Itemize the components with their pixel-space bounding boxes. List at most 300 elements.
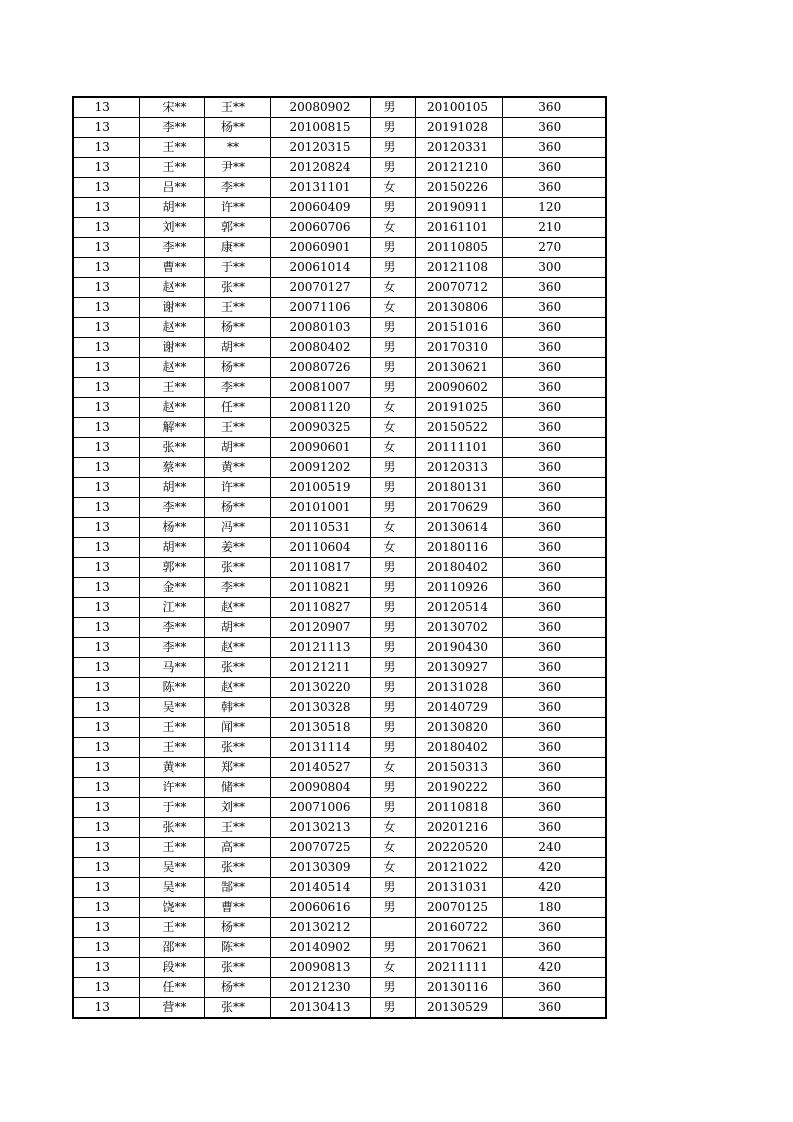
name-b-cell: 王** — [204, 418, 270, 438]
group-cell: 13 — [73, 418, 139, 438]
end-date-cell: 20100105 — [415, 97, 502, 118]
end-date-cell: 20150313 — [415, 758, 502, 778]
name-a-cell: 赵** — [139, 278, 204, 298]
name-a-cell: 于** — [139, 798, 204, 818]
name-b-cell: 杨** — [204, 358, 270, 378]
table-row — [73, 538, 606, 558]
end-date-cell: 20130621 — [415, 358, 502, 378]
name-a-cell: 饶** — [139, 898, 204, 918]
value-cell: 300 — [502, 258, 606, 278]
table-row — [73, 458, 606, 478]
group-cell: 13 — [73, 838, 139, 858]
name-a-cell: 李** — [139, 638, 204, 658]
name-b-cell: 于** — [204, 258, 270, 278]
table-row — [73, 198, 606, 218]
end-date-cell: 20110818 — [415, 798, 502, 818]
value-cell: 180 — [502, 898, 606, 918]
group-cell: 13 — [73, 938, 139, 958]
group-cell: 13 — [73, 858, 139, 878]
name-b-cell: 韩** — [204, 698, 270, 718]
value-cell: 360 — [502, 658, 606, 678]
value-cell: 360 — [502, 538, 606, 558]
value-cell: 360 — [502, 638, 606, 658]
group-cell: 13 — [73, 918, 139, 938]
name-a-cell: 蔡** — [139, 458, 204, 478]
group-cell: 13 — [73, 638, 139, 658]
value-cell: 360 — [502, 97, 606, 118]
gender-cell: 男 — [370, 198, 415, 218]
start-date-cell: 20070127 — [270, 278, 370, 298]
end-date-cell: 20131028 — [415, 678, 502, 698]
gender-cell: 女 — [370, 398, 415, 418]
name-a-cell: 郭** — [139, 558, 204, 578]
end-date-cell: 20151016 — [415, 318, 502, 338]
name-a-cell: 李** — [139, 118, 204, 138]
table-row — [73, 158, 606, 178]
name-a-cell: 王** — [139, 918, 204, 938]
group-cell: 13 — [73, 578, 139, 598]
name-a-cell: 赵** — [139, 318, 204, 338]
start-date-cell: 20110827 — [270, 598, 370, 618]
value-cell: 360 — [502, 438, 606, 458]
name-a-cell: 吴** — [139, 698, 204, 718]
start-date-cell: 20130212 — [270, 918, 370, 938]
start-date-cell: 20080726 — [270, 358, 370, 378]
start-date-cell: 20120824 — [270, 158, 370, 178]
name-b-cell: ** — [204, 138, 270, 158]
name-b-cell: 陈** — [204, 938, 270, 958]
end-date-cell: 20130806 — [415, 298, 502, 318]
name-b-cell: 储** — [204, 778, 270, 798]
value-cell: 240 — [502, 838, 606, 858]
end-date-cell: 20150226 — [415, 178, 502, 198]
table-row — [73, 97, 606, 118]
name-a-cell: 王** — [139, 738, 204, 758]
end-date-cell: 20111101 — [415, 438, 502, 458]
gender-cell: 男 — [370, 878, 415, 898]
name-a-cell: 解** — [139, 418, 204, 438]
name-b-cell: 尹** — [204, 158, 270, 178]
name-b-cell: 郭** — [204, 218, 270, 238]
end-date-cell: 20121108 — [415, 258, 502, 278]
table-row — [73, 758, 606, 778]
name-b-cell: 刘** — [204, 798, 270, 818]
name-a-cell: 曹** — [139, 258, 204, 278]
name-a-cell: 王** — [139, 718, 204, 738]
name-a-cell: 杨** — [139, 518, 204, 538]
name-b-cell: 杨** — [204, 978, 270, 998]
group-cell: 13 — [73, 158, 139, 178]
end-date-cell: 20130614 — [415, 518, 502, 538]
group-cell: 13 — [73, 438, 139, 458]
start-date-cell: 20080402 — [270, 338, 370, 358]
name-b-cell: 张** — [204, 558, 270, 578]
gender-cell: 男 — [370, 998, 415, 1019]
group-cell: 13 — [73, 518, 139, 538]
name-a-cell: 李** — [139, 618, 204, 638]
end-date-cell: 20201216 — [415, 818, 502, 838]
group-cell: 13 — [73, 238, 139, 258]
start-date-cell: 20100519 — [270, 478, 370, 498]
gender-cell: 女 — [370, 298, 415, 318]
value-cell: 210 — [502, 218, 606, 238]
table-row — [73, 358, 606, 378]
table-row — [73, 178, 606, 198]
table-row — [73, 518, 606, 538]
table-row — [73, 418, 606, 438]
table-body — [73, 97, 606, 1018]
name-b-cell: 姜** — [204, 538, 270, 558]
name-b-cell: 冯** — [204, 518, 270, 538]
name-a-cell: 吕** — [139, 178, 204, 198]
end-date-cell: 20211111 — [415, 958, 502, 978]
value-cell: 360 — [502, 598, 606, 618]
name-a-cell: 马** — [139, 658, 204, 678]
start-date-cell: 20060409 — [270, 198, 370, 218]
table-row — [73, 218, 606, 238]
group-cell: 13 — [73, 458, 139, 478]
group-cell: 13 — [73, 798, 139, 818]
start-date-cell: 20101001 — [270, 498, 370, 518]
end-date-cell: 20110926 — [415, 578, 502, 598]
gender-cell: 男 — [370, 358, 415, 378]
table-row — [73, 558, 606, 578]
end-date-cell: 20120514 — [415, 598, 502, 618]
end-date-cell: 20130116 — [415, 978, 502, 998]
group-cell: 13 — [73, 378, 139, 398]
name-a-cell: 宋** — [139, 97, 204, 118]
name-a-cell: 段** — [139, 958, 204, 978]
end-date-cell: 20160722 — [415, 918, 502, 938]
group-cell: 13 — [73, 338, 139, 358]
name-b-cell: 黄** — [204, 458, 270, 478]
table-row — [73, 698, 606, 718]
group-cell: 13 — [73, 878, 139, 898]
group-cell: 13 — [73, 198, 139, 218]
gender-cell: 男 — [370, 718, 415, 738]
table-row — [73, 658, 606, 678]
group-cell: 13 — [73, 658, 139, 678]
end-date-cell: 20191028 — [415, 118, 502, 138]
name-a-cell: 许** — [139, 778, 204, 798]
group-cell: 13 — [73, 138, 139, 158]
value-cell: 360 — [502, 358, 606, 378]
end-date-cell: 20121022 — [415, 858, 502, 878]
group-cell: 13 — [73, 818, 139, 838]
gender-cell: 男 — [370, 578, 415, 598]
start-date-cell: 20121230 — [270, 978, 370, 998]
value-cell: 360 — [502, 418, 606, 438]
name-b-cell: 胡** — [204, 338, 270, 358]
name-b-cell: 张** — [204, 958, 270, 978]
group-cell: 13 — [73, 958, 139, 978]
value-cell: 360 — [502, 738, 606, 758]
end-date-cell: 20130702 — [415, 618, 502, 638]
start-date-cell: 20130220 — [270, 678, 370, 698]
name-b-cell: 胡** — [204, 618, 270, 638]
start-date-cell: 20110821 — [270, 578, 370, 598]
gender-cell: 男 — [370, 258, 415, 278]
start-date-cell: 20060901 — [270, 238, 370, 258]
name-b-cell: 赵** — [204, 678, 270, 698]
start-date-cell: 20140514 — [270, 878, 370, 898]
value-cell: 360 — [502, 818, 606, 838]
gender-cell: 女 — [370, 818, 415, 838]
value-cell: 360 — [502, 698, 606, 718]
group-cell: 13 — [73, 298, 139, 318]
end-date-cell: 20170310 — [415, 338, 502, 358]
gender-cell: 男 — [370, 118, 415, 138]
gender-cell: 男 — [370, 478, 415, 498]
value-cell: 360 — [502, 718, 606, 738]
group-cell: 13 — [73, 278, 139, 298]
gender-cell: 女 — [370, 418, 415, 438]
value-cell: 360 — [502, 138, 606, 158]
table-row — [73, 678, 606, 698]
group-cell: 13 — [73, 758, 139, 778]
gender-cell: 男 — [370, 698, 415, 718]
name-a-cell: 刘** — [139, 218, 204, 238]
name-b-cell: 许** — [204, 198, 270, 218]
value-cell: 360 — [502, 758, 606, 778]
table-row — [73, 378, 606, 398]
gender-cell: 男 — [370, 638, 415, 658]
table-row — [73, 618, 606, 638]
table-row — [73, 778, 606, 798]
table-row — [73, 838, 606, 858]
table-row — [73, 718, 606, 738]
gender-cell: 男 — [370, 938, 415, 958]
gender-cell: 男 — [370, 658, 415, 678]
value-cell: 360 — [502, 278, 606, 298]
gender-cell: 男 — [370, 458, 415, 478]
value-cell: 360 — [502, 378, 606, 398]
table-row — [73, 578, 606, 598]
start-date-cell: 20130518 — [270, 718, 370, 738]
start-date-cell: 20130213 — [270, 818, 370, 838]
group-cell: 13 — [73, 998, 139, 1019]
gender-cell: 男 — [370, 498, 415, 518]
name-a-cell: 江** — [139, 598, 204, 618]
start-date-cell: 20120315 — [270, 138, 370, 158]
table-row — [73, 858, 606, 878]
name-a-cell: 谢** — [139, 338, 204, 358]
end-date-cell: 20190911 — [415, 198, 502, 218]
value-cell: 360 — [502, 918, 606, 938]
start-date-cell: 20070725 — [270, 838, 370, 858]
start-date-cell: 20080103 — [270, 318, 370, 338]
end-date-cell: 20191025 — [415, 398, 502, 418]
end-date-cell: 20190222 — [415, 778, 502, 798]
table-row — [73, 798, 606, 818]
group-cell: 13 — [73, 218, 139, 238]
name-b-cell: 王** — [204, 818, 270, 838]
name-b-cell: 王** — [204, 97, 270, 118]
name-b-cell: 赵** — [204, 598, 270, 618]
value-cell: 360 — [502, 478, 606, 498]
table-row — [73, 438, 606, 458]
start-date-cell: 20100815 — [270, 118, 370, 138]
table-row — [73, 478, 606, 498]
gender-cell: 女 — [370, 518, 415, 538]
start-date-cell: 20121211 — [270, 658, 370, 678]
gender-cell: 女 — [370, 278, 415, 298]
table-row — [73, 138, 606, 158]
gender-cell: 男 — [370, 238, 415, 258]
start-date-cell: 20121113 — [270, 638, 370, 658]
name-a-cell: 黄** — [139, 758, 204, 778]
table-row — [73, 398, 606, 418]
gender-cell: 男 — [370, 158, 415, 178]
name-b-cell: 张** — [204, 998, 270, 1019]
name-a-cell: 李** — [139, 238, 204, 258]
start-date-cell: 20061014 — [270, 258, 370, 278]
group-cell: 13 — [73, 978, 139, 998]
value-cell: 360 — [502, 118, 606, 138]
end-date-cell: 20180402 — [415, 738, 502, 758]
table-row — [73, 898, 606, 918]
value-cell: 360 — [502, 398, 606, 418]
end-date-cell: 20120313 — [415, 458, 502, 478]
group-cell: 13 — [73, 778, 139, 798]
gender-cell: 男 — [370, 778, 415, 798]
group-cell: 13 — [73, 738, 139, 758]
end-date-cell: 20150522 — [415, 418, 502, 438]
start-date-cell: 20130328 — [270, 698, 370, 718]
value-cell: 360 — [502, 678, 606, 698]
gender-cell: 男 — [370, 318, 415, 338]
name-a-cell: 邵** — [139, 938, 204, 958]
name-a-cell: 营** — [139, 998, 204, 1019]
table-row — [73, 338, 606, 358]
value-cell: 360 — [502, 498, 606, 518]
value-cell: 360 — [502, 318, 606, 338]
start-date-cell: 20091202 — [270, 458, 370, 478]
group-cell: 13 — [73, 898, 139, 918]
name-a-cell: 王** — [139, 158, 204, 178]
gender-cell: 男 — [370, 558, 415, 578]
start-date-cell: 20060706 — [270, 218, 370, 238]
end-date-cell: 20130529 — [415, 998, 502, 1019]
start-date-cell: 20110817 — [270, 558, 370, 578]
value-cell: 360 — [502, 978, 606, 998]
gender-cell: 男 — [370, 618, 415, 638]
end-date-cell: 20140729 — [415, 698, 502, 718]
end-date-cell: 20131031 — [415, 878, 502, 898]
gender-cell: 男 — [370, 798, 415, 818]
group-cell: 13 — [73, 318, 139, 338]
name-a-cell: 赵** — [139, 358, 204, 378]
table-row — [73, 118, 606, 138]
gender-cell: 男 — [370, 138, 415, 158]
end-date-cell: 20170621 — [415, 938, 502, 958]
name-a-cell: 陈** — [139, 678, 204, 698]
table-row — [73, 258, 606, 278]
name-b-cell: 李** — [204, 178, 270, 198]
start-date-cell: 20060616 — [270, 898, 370, 918]
table-row — [73, 998, 606, 1019]
name-a-cell: 胡** — [139, 538, 204, 558]
gender-cell: 女 — [370, 218, 415, 238]
group-cell: 13 — [73, 558, 139, 578]
name-b-cell: 张** — [204, 278, 270, 298]
name-a-cell: 任** — [139, 978, 204, 998]
group-cell: 13 — [73, 258, 139, 278]
start-date-cell: 20090325 — [270, 418, 370, 438]
gender-cell: 女 — [370, 538, 415, 558]
end-date-cell: 20170629 — [415, 498, 502, 518]
value-cell: 420 — [502, 958, 606, 978]
table-row — [73, 318, 606, 338]
value-cell: 360 — [502, 158, 606, 178]
name-b-cell: 任** — [204, 398, 270, 418]
end-date-cell: 20090602 — [415, 378, 502, 398]
value-cell: 420 — [502, 858, 606, 878]
group-cell: 13 — [73, 618, 139, 638]
group-cell: 13 — [73, 178, 139, 198]
value-cell: 360 — [502, 518, 606, 538]
value-cell: 120 — [502, 198, 606, 218]
gender-cell: 男 — [370, 97, 415, 118]
name-b-cell: 赵** — [204, 638, 270, 658]
table-row — [73, 278, 606, 298]
name-a-cell: 王** — [139, 838, 204, 858]
start-date-cell: 20081007 — [270, 378, 370, 398]
start-date-cell: 20090601 — [270, 438, 370, 458]
start-date-cell: 20090813 — [270, 958, 370, 978]
name-b-cell: 张** — [204, 738, 270, 758]
table-row — [73, 978, 606, 998]
table-row — [73, 598, 606, 618]
group-cell: 13 — [73, 598, 139, 618]
value-cell: 360 — [502, 298, 606, 318]
name-b-cell: 李** — [204, 578, 270, 598]
name-a-cell: 张** — [139, 818, 204, 838]
table-row — [73, 298, 606, 318]
value-cell: 360 — [502, 798, 606, 818]
group-cell: 13 — [73, 498, 139, 518]
start-date-cell: 20110604 — [270, 538, 370, 558]
start-date-cell: 20120907 — [270, 618, 370, 638]
table-row — [73, 878, 606, 898]
end-date-cell: 20161101 — [415, 218, 502, 238]
gender-cell: 女 — [370, 838, 415, 858]
value-cell: 360 — [502, 618, 606, 638]
value-cell: 360 — [502, 458, 606, 478]
value-cell: 360 — [502, 338, 606, 358]
gender-cell: 女 — [370, 438, 415, 458]
end-date-cell: 20220520 — [415, 838, 502, 858]
gender-cell: 男 — [370, 978, 415, 998]
end-date-cell: 20180131 — [415, 478, 502, 498]
group-cell: 13 — [73, 118, 139, 138]
name-b-cell: 曹** — [204, 898, 270, 918]
group-cell: 13 — [73, 478, 139, 498]
value-cell: 420 — [502, 878, 606, 898]
end-date-cell: 20070712 — [415, 278, 502, 298]
value-cell: 360 — [502, 778, 606, 798]
name-a-cell: 谢** — [139, 298, 204, 318]
table-row — [73, 238, 606, 258]
start-date-cell: 20081120 — [270, 398, 370, 418]
end-date-cell: 20180402 — [415, 558, 502, 578]
start-date-cell: 20071106 — [270, 298, 370, 318]
name-b-cell: 高** — [204, 838, 270, 858]
end-date-cell: 20180116 — [415, 538, 502, 558]
name-a-cell: 金** — [139, 578, 204, 598]
group-cell: 13 — [73, 678, 139, 698]
gender-cell: 女 — [370, 958, 415, 978]
